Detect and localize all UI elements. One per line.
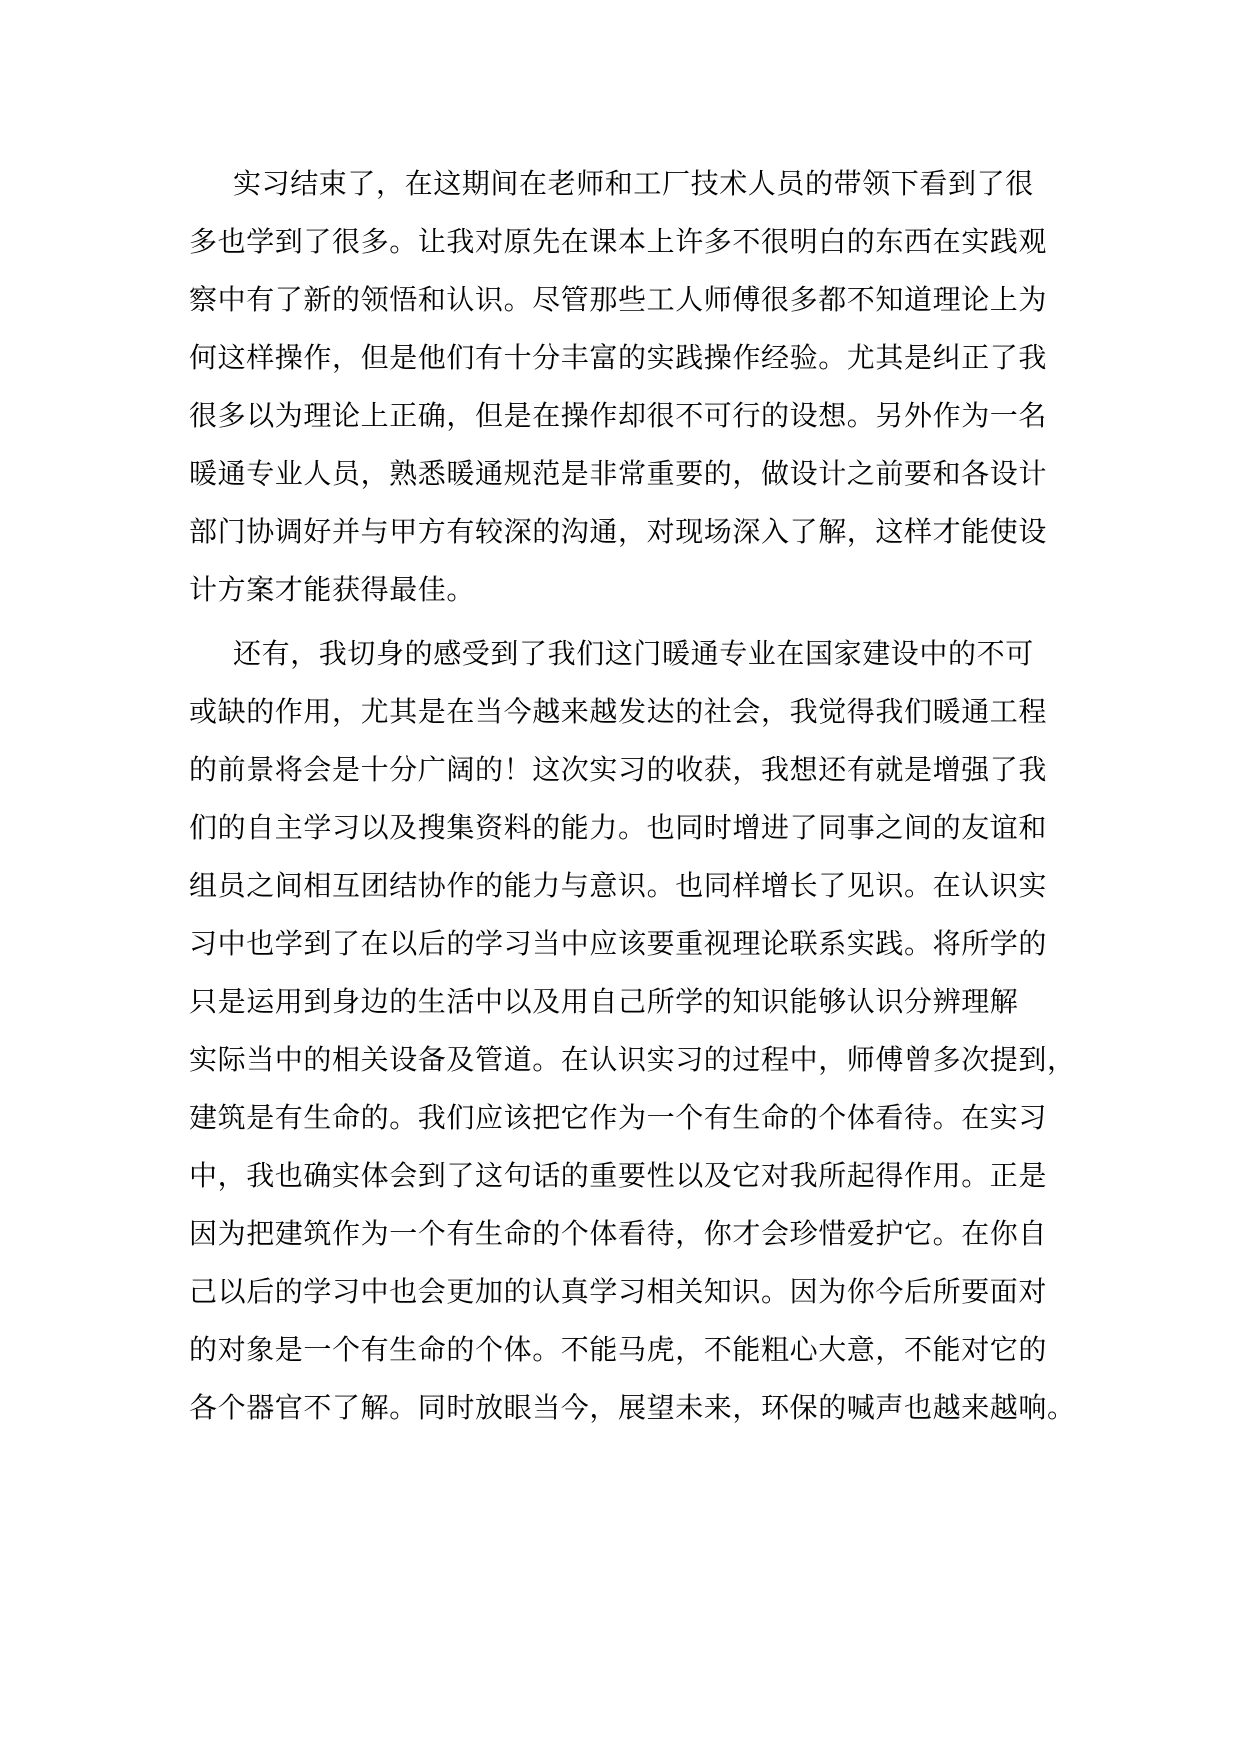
paragraph-1-line-3: 察中有了新的领悟和认识。尽管那些工人师傅很多都不知道理论上为 bbox=[189, 283, 1048, 316]
paragraph-2-line-11: 因为把建筑作为一个有生命的个体看待，你才会珍惜爱护它。在你自 bbox=[189, 1217, 1048, 1250]
paragraph-1-line-4: 何这样操作，但是他们有十分丰富的实践操作经验。尤其是纠正了我 bbox=[189, 341, 1048, 374]
paragraph-1-line-5: 很多以为理论上正确，但是在操作却很不可行的设想。另外作为一名 bbox=[189, 399, 1048, 432]
paragraph-2-line-10: 中，我也确实体会到了这句话的重要性以及它对我所起得作用。正是 bbox=[189, 1159, 1048, 1192]
paragraph-2-line-13: 的对象是一个有生命的个体。不能马虎，不能粗心大意，不能对它的 bbox=[189, 1333, 1048, 1366]
paragraph-2-line-2: 或缺的作用，尤其是在当今越来越发达的社会，我觉得我们暖通工程 bbox=[189, 695, 1048, 728]
paragraph-2-line-14: 各个器官不了解。同时放眼当今，展望未来，环保的喊声也越来越响。 bbox=[189, 1391, 1076, 1424]
paragraph-2 bbox=[189, 625, 1076, 1437]
paragraph-1-line-7: 部门协调好并与甲方有较深的沟通，对现场深入了解，这样才能使设 bbox=[189, 515, 1048, 548]
paragraph-2-line-12: 己以后的学习中也会更加的认真学习相关知识。因为你今后所要面对 bbox=[189, 1275, 1048, 1308]
document-body bbox=[189, 155, 1076, 1437]
paragraph-1-line-2: 多也学到了很多。让我对原先在课本上许多不很明白的东西在实践观 bbox=[189, 225, 1048, 258]
paragraph-2-line-8: 实际当中的相关设备及管道。在认识实习的过程中，师傅曾多次提到， bbox=[189, 1043, 1076, 1076]
paragraph-1-line-8: 计方案才能获得最佳。 bbox=[189, 573, 476, 606]
paragraph-2-line-1: 还有，我切身的感受到了我们这门暖通专业在国家建设中的不可 bbox=[233, 637, 1034, 670]
paragraph-2-line-5: 组员之间相互团结协作的能力与意识。也同样增长了见识。在认识实 bbox=[189, 869, 1048, 902]
paragraph-2-line-9: 建筑是有生命的。我们应该把它作为一个有生命的个体看待。在实习 bbox=[189, 1101, 1048, 1134]
paragraph-2-line-7: 只是运用到身边的生活中以及用自己所学的知识能够认识分辨理解 bbox=[189, 985, 1019, 1018]
paragraph-2-line-4: 们的自主学习以及搜集资料的能力。也同时增进了同事之间的友谊和 bbox=[189, 811, 1048, 844]
paragraph-1-line-6: 暖通专业人员，熟悉暖通规范是非常重要的，做设计之前要和各设计 bbox=[189, 457, 1048, 490]
paragraph-1 bbox=[189, 155, 1059, 619]
paragraph-1-line-1: 实习结束了，在这期间在老师和工厂技术人员的带领下看到了很 bbox=[233, 167, 1034, 200]
paragraph-2-line-6: 习中也学到了在以后的学习当中应该要重视理论联系实践。将所学的 bbox=[189, 927, 1048, 960]
paragraph-2-line-3: 的前景将会是十分广阔的！这次实习的收获，我想还有就是增强了我 bbox=[189, 753, 1048, 786]
